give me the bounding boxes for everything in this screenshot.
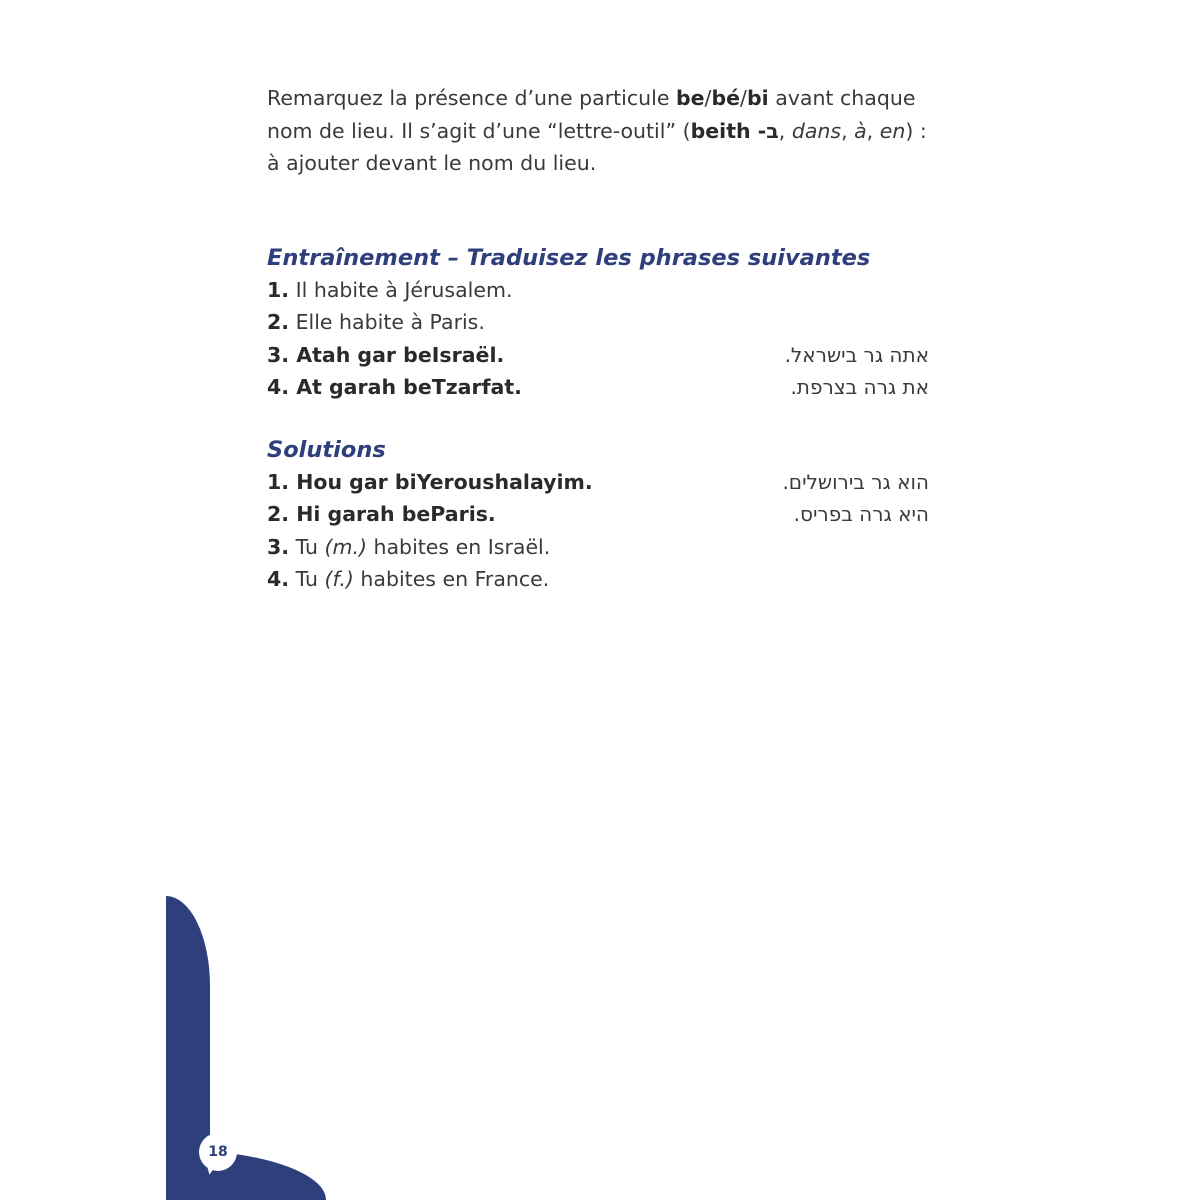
item-left xyxy=(267,531,550,564)
item-hebrew: את גרה בצרפת. xyxy=(790,375,929,399)
meaning-en: en xyxy=(879,118,906,143)
particle-be-accent: bé xyxy=(711,86,741,110)
intro-text: ) : à ajouter devant le nom du lieu. xyxy=(267,118,927,175)
intro-text: , xyxy=(778,118,792,143)
item-text: Atah gar beIsraël. xyxy=(289,342,505,367)
list-item xyxy=(267,371,929,404)
list-item xyxy=(267,563,929,596)
item-number: 3. xyxy=(267,342,290,367)
item-left xyxy=(267,339,504,372)
item-left xyxy=(267,498,496,531)
item-text: habites en Israël. xyxy=(366,534,551,559)
item-number: 1. xyxy=(267,277,290,302)
item-number: 2. xyxy=(267,310,290,334)
item-left xyxy=(267,563,549,596)
meaning-dans: dans xyxy=(791,118,842,143)
item-number: 4. xyxy=(267,375,290,399)
solutions-title: Solutions xyxy=(267,436,386,463)
beith-letter: beith -ב xyxy=(690,118,779,143)
page-content xyxy=(267,82,929,596)
solutions-list xyxy=(267,466,929,596)
page-number: 18 xyxy=(208,1144,228,1160)
item-text: Tu xyxy=(289,567,325,591)
intro-paragraph xyxy=(267,82,929,180)
item-hebrew: הוא גר בירושלים. xyxy=(782,469,929,494)
gender-feminine: (f.) xyxy=(324,567,354,591)
item-text: habites en France. xyxy=(353,567,550,591)
intro-text: Remarquez la présence d’une particule xyxy=(267,86,676,110)
item-text: Hi garah beParis. xyxy=(289,502,496,526)
item-left xyxy=(267,466,593,499)
list-item xyxy=(267,466,929,499)
item-left xyxy=(267,306,485,339)
item-number: 2. xyxy=(267,502,290,526)
item-left xyxy=(267,274,512,307)
list-item xyxy=(267,274,929,307)
particle-bi: bi xyxy=(746,86,769,110)
list-item xyxy=(267,498,929,531)
slash: / xyxy=(704,86,712,110)
list-item xyxy=(267,339,929,372)
intro-text: , xyxy=(866,118,880,143)
intro-text: , xyxy=(841,118,855,143)
item-hebrew: היא גרה בפריס. xyxy=(793,502,929,526)
item-text: Il habite à Jérusalem. xyxy=(289,277,513,302)
gender-masculine: (m.) xyxy=(324,534,367,559)
decorative-bottom-sweep xyxy=(166,1150,326,1200)
item-text: Hou gar biYeroushalayim. xyxy=(289,469,593,494)
exercise-title: Entraînement – Traduisez les phrases suivantes xyxy=(267,244,871,271)
item-hebrew: אתה גר בישראל. xyxy=(784,342,929,367)
item-left xyxy=(267,371,522,404)
list-item xyxy=(267,531,929,564)
slash: / xyxy=(740,86,747,110)
exercise-list xyxy=(267,274,929,404)
item-text: At garah beTzarfat. xyxy=(289,375,522,399)
item-number: 4. xyxy=(267,567,290,591)
item-number: 3. xyxy=(267,534,290,559)
item-text: Elle habite à Paris. xyxy=(289,310,485,334)
list-item xyxy=(267,306,929,339)
item-text: Tu xyxy=(289,534,325,559)
page-number-badge xyxy=(199,1133,237,1171)
item-number: 1. xyxy=(267,469,290,494)
particle-be: be xyxy=(675,86,705,110)
intro-text: avant chaque nom de lieu. Il s’agit d’une “lettre-outil” ( xyxy=(267,86,916,143)
meaning-a: à xyxy=(854,118,867,143)
